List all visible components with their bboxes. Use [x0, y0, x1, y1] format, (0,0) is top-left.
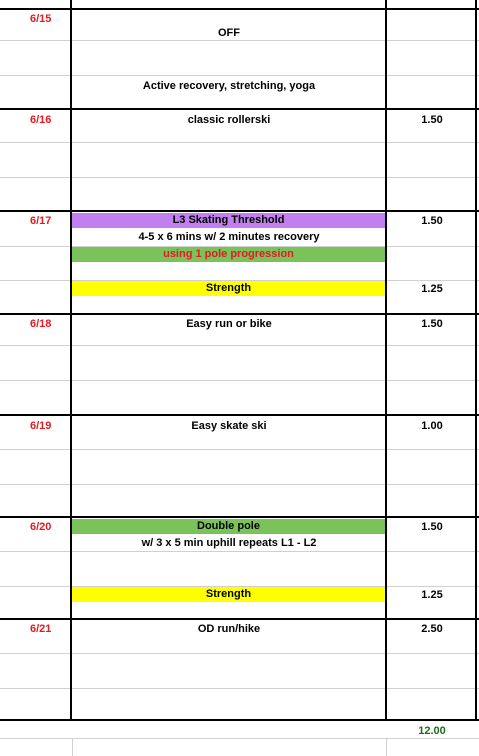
- workout-label: Double pole: [197, 520, 260, 532]
- strength-band: [72, 281, 385, 296]
- hours-value: 1.50: [421, 215, 443, 227]
- date-label: 6/20: [30, 521, 52, 533]
- workout-band-green: [72, 247, 385, 262]
- gridline: [386, 738, 387, 756]
- workout-band-green: [72, 519, 385, 534]
- hours-value: 1.25: [421, 283, 443, 295]
- activity-label: Easy run or bike: [186, 318, 272, 330]
- hours-value: 1.50: [421, 114, 443, 126]
- activity-label: Active recovery, stretching, yoga: [142, 80, 316, 92]
- hours-value: 1.25: [421, 589, 443, 601]
- strength-label: Strength: [205, 588, 252, 600]
- total-hours: 12.00: [418, 725, 446, 737]
- date-label: 6/15: [30, 13, 52, 25]
- workout-note: w/ 3 x 5 min uphill repeats L1 - L2: [141, 537, 317, 549]
- date-label: 6/16: [30, 114, 52, 126]
- date-label: 6/21: [30, 623, 52, 635]
- strength-label: Strength: [205, 282, 252, 294]
- border: [70, 0, 72, 721]
- border: [475, 0, 477, 721]
- hours-value: 2.50: [421, 623, 443, 635]
- hours-value: 1.50: [421, 318, 443, 330]
- workout-note: 4-5 x 6 mins w/ 2 minutes recovery: [138, 231, 320, 243]
- activity-label: classic rollerski: [187, 114, 271, 126]
- gridline: [72, 738, 73, 756]
- activity-label: OD run/hike: [197, 623, 261, 635]
- border: [385, 0, 387, 721]
- date-label: 6/18: [30, 318, 52, 330]
- date-label: 6/19: [30, 420, 52, 432]
- hours-value: 1.00: [421, 420, 443, 432]
- workout-note-red: using 1 pole progression: [163, 248, 294, 260]
- date-label: 6/17: [30, 215, 52, 227]
- hours-value: 1.50: [421, 521, 443, 533]
- workout-band-purple: [72, 213, 385, 228]
- strength-band: [72, 587, 385, 602]
- workout-label: L3 Skating Threshold: [172, 214, 285, 226]
- activity-label: OFF: [218, 27, 240, 39]
- activity-label: Easy skate ski: [191, 420, 267, 432]
